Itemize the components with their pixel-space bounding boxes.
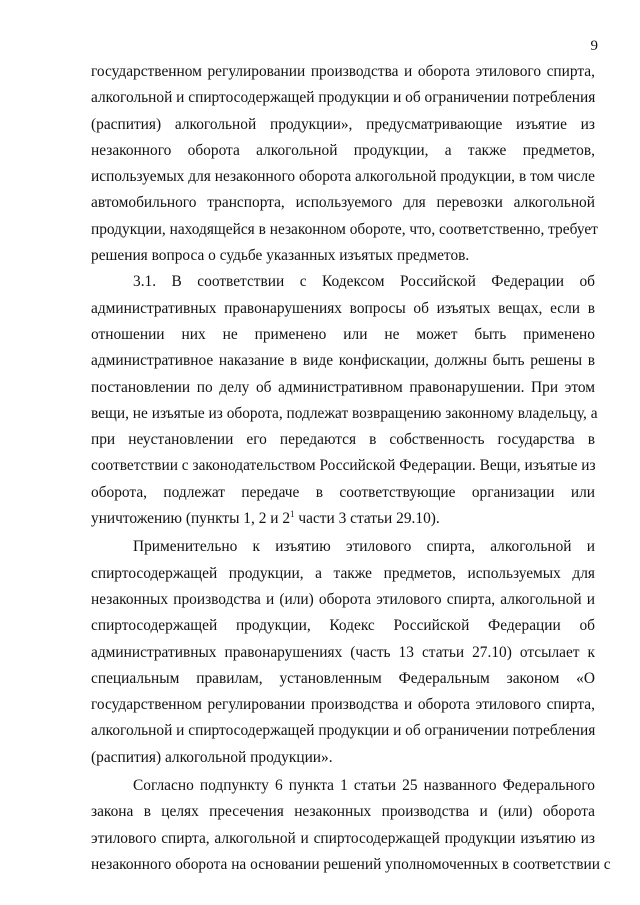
text-line: продукции, находящейся в незаконном обороте, что, соответственно, требует <box>91 220 598 238</box>
text-line: специальным правилам, установленным Федеральным законом «О <box>91 669 595 687</box>
text-line: оборота, подлежат передаче в соответствующие организации или <box>91 483 595 501</box>
text-line: соответствии с законодательством Российской Федерации. Вещи, изъятые из <box>91 457 596 475</box>
text-line: при неустановлении его передаются в собственность государства в <box>91 431 595 449</box>
text-line: отношении них не применено или не может быть применено <box>91 325 595 343</box>
text-line: административных правонарушениях (часть 13 статьи 27.10) отсылает к <box>91 643 595 661</box>
text-line: Применительно к изъятию этилового спирта, алкогольной и <box>133 538 595 556</box>
text-line: (распития) алкогольной продукции». <box>91 748 333 766</box>
document-body <box>91 59 611 878</box>
text-line <box>91 506 595 532</box>
paragraph-3-1 <box>91 269 598 532</box>
text-line: (распития) алкогольной продукции», предусматривающие изъятие из <box>91 115 595 133</box>
text-line: вещи, не изъятые из оборота, подлежат возвращению законному владельцу, а <box>91 404 598 422</box>
text-line: государственном регулировании производства и оборота этилового спирта, <box>91 696 595 714</box>
text-fragment: части 3 статьи 29.10). <box>294 510 440 528</box>
text-line: алкогольной и спиртосодержащей продукции и об ограничении потребления <box>91 722 596 740</box>
text-line: 3.1. В соответствии с Кодексом Российской Федерации об <box>133 273 595 291</box>
text-line: автомобильного транспорта, используемого для перевозки алкогольной <box>91 194 595 212</box>
text-line: спиртосодержащей продукции, а также предметов, используемых для <box>91 564 595 582</box>
superscript: 1 <box>290 509 295 520</box>
paragraph-3 <box>91 534 595 771</box>
text-line: незаконного оборота на основании решений уполномоченных в соответствии с <box>91 855 611 873</box>
text-line: решения вопроса о судьбе указанных изъятых предметов. <box>91 247 470 265</box>
text-line: административных правонарушениях вопросы об изъятых вещах, если в <box>91 299 595 317</box>
text-line: административное наказание в виде конфискации, должны быть решены в <box>91 352 595 370</box>
text-line: незаконного оборота алкогольной продукции, а также предметов, <box>91 141 595 159</box>
text-line: Согласно подпункту 6 пункта 1 статьи 25 названного Федерального <box>133 777 595 795</box>
text-line: закона в целях пресечения незаконных производства и (или) оборота <box>91 803 595 821</box>
paragraph-1 <box>91 59 598 269</box>
page-number: 9 <box>590 38 598 54</box>
text-fragment: уничтожению (пункты 1, 2 и 2 <box>91 510 291 528</box>
text-line: алкогольной и спиртосодержащей продукции и об ограничении потребления <box>91 89 596 107</box>
text-line: этилового спирта, алкогольной и спиртосодержащей продукции изъятию из <box>91 829 595 847</box>
paragraph-4 <box>91 773 611 878</box>
text-line: постановлении по делу об административном правонарушении. При этом <box>91 378 595 396</box>
text-line: спиртосодержащей продукции, Кодекс Российской Федерации об <box>91 617 595 635</box>
text-line: незаконных производства и (или) оборота этилового спирта, алкогольной и <box>91 590 595 608</box>
text-line: государственном регулировании производства и оборота этилового спирта, <box>91 63 595 80</box>
text-line: используемых для незаконного оборота алкогольной продукции, в том числе <box>91 168 595 186</box>
